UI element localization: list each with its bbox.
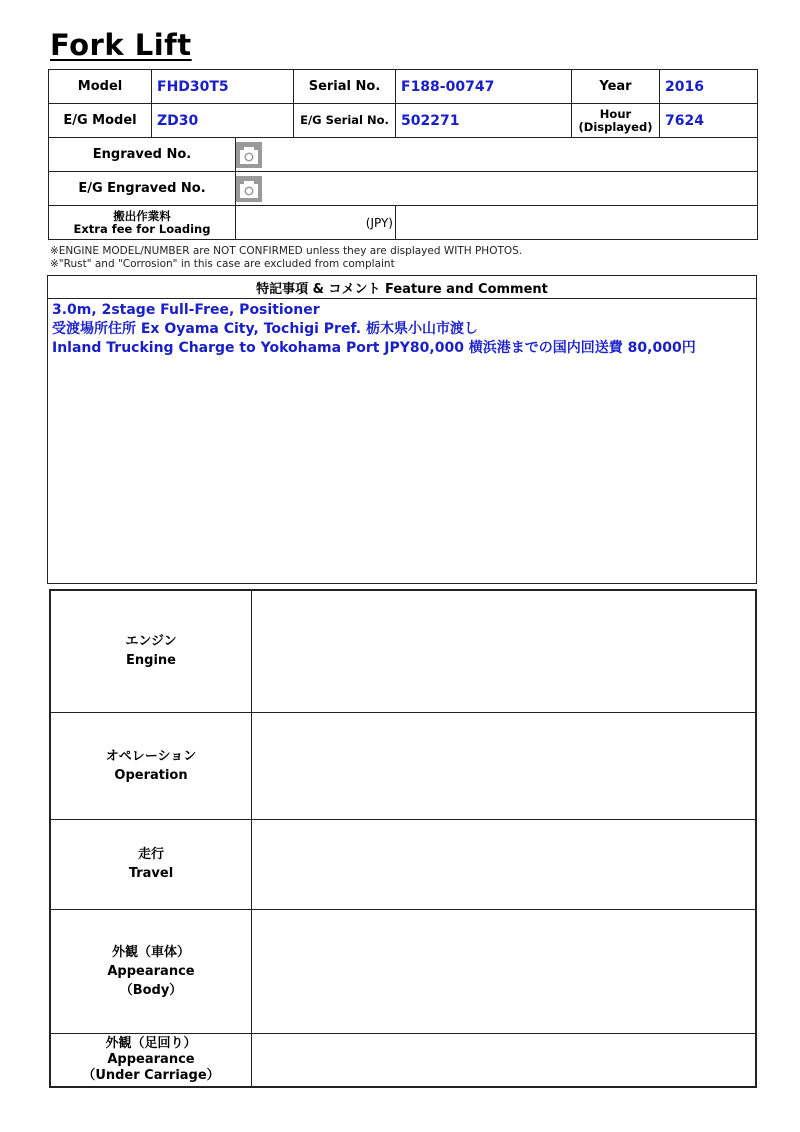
travel-label-en: Travel (128, 866, 174, 881)
eg-engraved-label: E/G Engraved No. (49, 172, 236, 206)
eg-serial-value: 502271 (396, 104, 572, 138)
comment-line: 3.0m, 2stage Full-Free, Positioner (52, 302, 320, 318)
appearance-body-label-en2: （Body） (119, 982, 183, 998)
comment-table (47, 275, 757, 584)
engine-notes[interactable] (252, 590, 757, 712)
eg-model-value: ZD30 (152, 104, 294, 138)
comment-line: Inland Trucking Charge to Yokohama Port JPY80,000 横浜港までの国内回送費 80,000円 (52, 340, 696, 356)
appearance-undercarriage-label-en: Appearance (107, 1051, 195, 1067)
extra-fee-label-en: Extra fee for Loading (73, 221, 211, 236)
note-rust: ※"Rust" and "Corrosion" in this case are excluded from complaint (50, 258, 395, 270)
appearance-body-label (50, 909, 252, 1033)
serial-value: F188-00747 (396, 70, 572, 104)
operation-label-jp: オペレーション (105, 748, 197, 764)
engraved-photo-cell (236, 138, 758, 172)
appearance-body-label-en: Appearance (107, 963, 195, 979)
camera-icon[interactable] (236, 142, 262, 168)
eg-model-label: E/G Model (49, 104, 152, 138)
hour-label-line1: Hour (599, 106, 632, 121)
engraved-label: Engraved No. (49, 138, 236, 172)
year-value: 2016 (660, 70, 758, 104)
engine-label-en: Engine (126, 653, 176, 669)
extra-fee-label-jp: 搬出作業料 (113, 208, 171, 223)
travel-label (50, 819, 252, 909)
hour-value: 7624 (660, 104, 758, 138)
appearance-undercarriage-notes[interactable] (252, 1033, 757, 1087)
operation-notes[interactable] (252, 712, 757, 819)
hour-label-line2: (Displayed) (578, 119, 653, 134)
year-label: Year (572, 70, 660, 104)
operation-label (50, 712, 252, 819)
appearance-undercarriage-label (50, 1033, 252, 1087)
engine-label (50, 590, 252, 712)
travel-label-jp: 走行 (137, 847, 164, 862)
appearance-undercarriage-label-en2: （Under Carriage） (82, 1067, 220, 1083)
engine-label-jp: エンジン (125, 634, 177, 650)
notes (50, 245, 522, 271)
vehicle-info-table (48, 69, 758, 240)
operation-label-en: Operation (114, 767, 188, 783)
appearance-body-notes[interactable] (252, 909, 757, 1033)
inspection-table (49, 589, 757, 1088)
camera-icon[interactable] (236, 176, 262, 202)
hour-label (572, 104, 660, 138)
eg-serial-label: E/G Serial No. (294, 104, 396, 138)
note-engine: ※ENGINE MODEL/NUMBER are NOT CONFIRMED unless they are displayed WITH PHOTOS. (50, 245, 523, 257)
currency-label: (JPY) (236, 206, 396, 240)
page-title: Fork Lift (50, 28, 192, 62)
appearance-undercarriage-label-jp: 外観（足回り） (105, 1035, 197, 1051)
extra-fee-label (49, 206, 236, 240)
eg-engraved-photo-cell (236, 172, 758, 206)
comment-header: 特記事項 & コメント Feature and Comment (48, 276, 757, 299)
extra-fee-value[interactable] (396, 206, 758, 240)
model-value: FHD30T5 (152, 70, 294, 104)
appearance-body-label-jp: 外観（車体） (111, 944, 190, 960)
serial-label: Serial No. (294, 70, 396, 104)
travel-notes[interactable] (252, 819, 757, 909)
comment-line: 受渡場所住所 Ex Oyama City, Tochigi Pref. 栃木県小山市渡し (52, 321, 478, 337)
model-label: Model (49, 70, 152, 104)
comment-body (48, 299, 757, 584)
